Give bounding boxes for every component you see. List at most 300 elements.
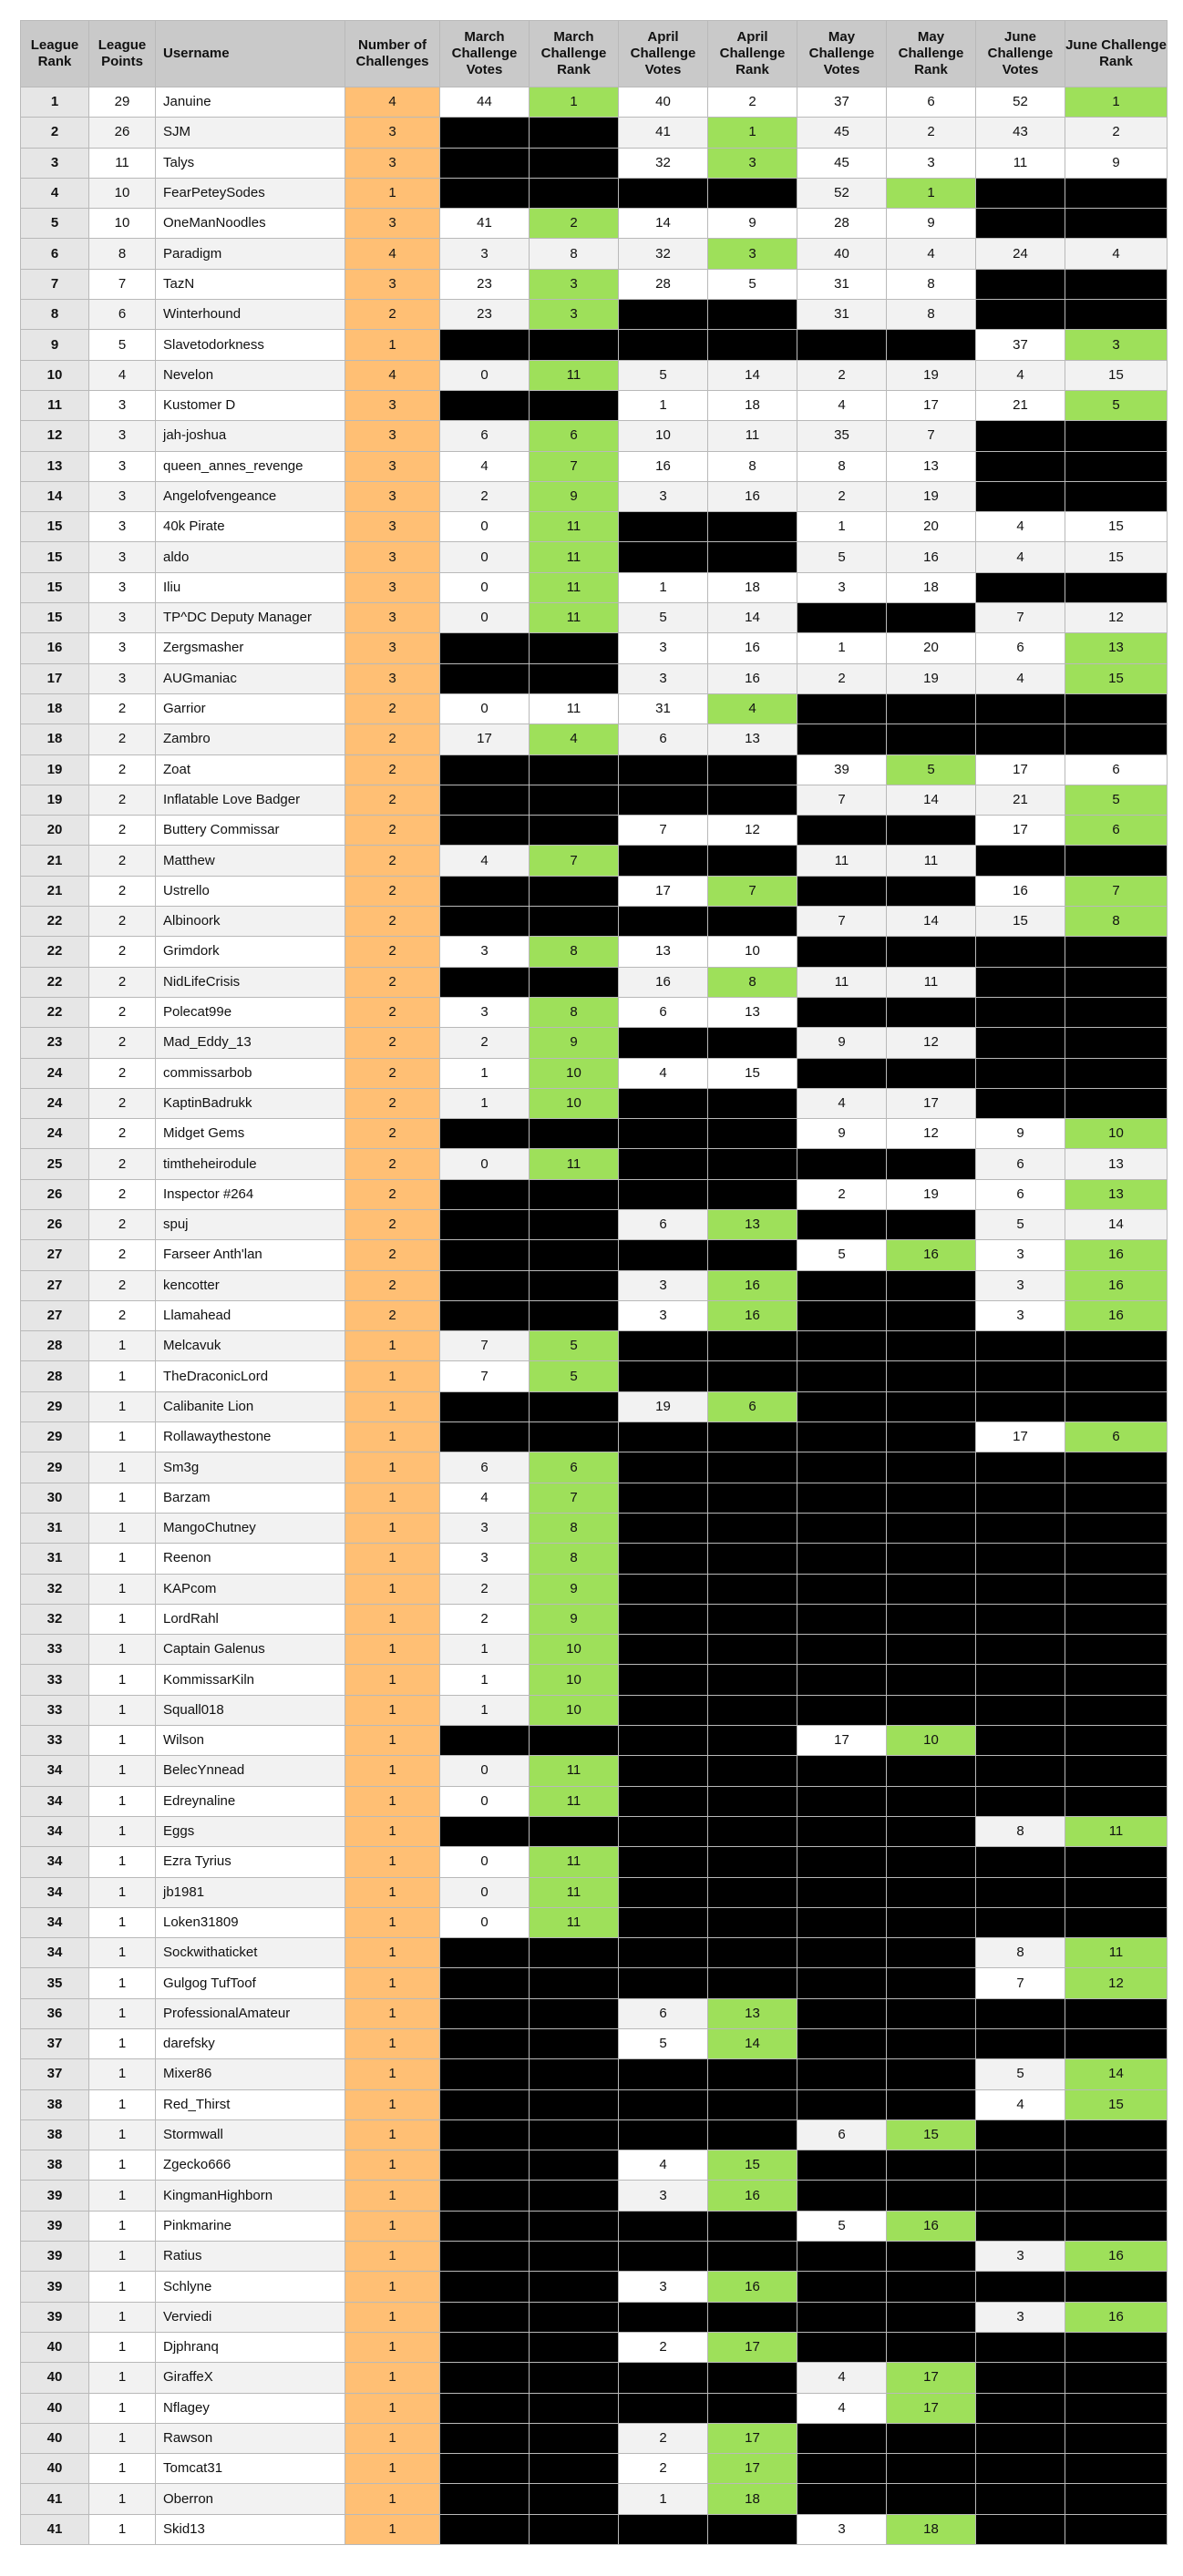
june-votes-empty-cell bbox=[976, 846, 1065, 876]
june-votes-empty-cell bbox=[976, 724, 1065, 754]
table-row bbox=[21, 907, 1168, 937]
username-cell: Garrior bbox=[156, 693, 345, 724]
march-votes-cell: 7 bbox=[440, 1331, 530, 1361]
may-rank-empty-cell bbox=[887, 603, 976, 633]
table-row bbox=[21, 1665, 1168, 1695]
table-row bbox=[21, 390, 1168, 420]
number-of-challenges-cell: 2 bbox=[345, 1209, 440, 1239]
june-votes-empty-cell bbox=[976, 421, 1065, 451]
april-votes-cell: 16 bbox=[619, 451, 708, 481]
may-rank-empty-cell bbox=[887, 1635, 976, 1665]
league-rank-cell: 15 bbox=[21, 603, 89, 633]
number-of-challenges-cell: 1 bbox=[345, 2059, 440, 2089]
may-votes-empty-cell bbox=[797, 2029, 887, 2059]
april-rank-cell: 11 bbox=[708, 421, 797, 451]
april-votes-empty-cell bbox=[619, 1179, 708, 1209]
may-rank-empty-cell bbox=[887, 2302, 976, 2332]
june-rank-empty-cell bbox=[1065, 1574, 1168, 1604]
march-votes-empty-cell bbox=[440, 1391, 530, 1421]
league-rank-cell: 27 bbox=[21, 1240, 89, 1270]
april-votes-cell: 1 bbox=[619, 572, 708, 602]
number-of-challenges-cell: 3 bbox=[345, 542, 440, 572]
may-votes-cell: 7 bbox=[797, 785, 887, 815]
league-points-cell: 1 bbox=[89, 1756, 156, 1786]
march-votes-empty-cell bbox=[440, 876, 530, 906]
may-votes-empty-cell bbox=[797, 1998, 887, 2028]
march-votes-empty-cell bbox=[440, 178, 530, 208]
june-votes-empty-cell bbox=[976, 2181, 1065, 2211]
league-points-cell: 11 bbox=[89, 148, 156, 178]
june-rank-empty-cell bbox=[1065, 1452, 1168, 1483]
may-votes-empty-cell bbox=[797, 1300, 887, 1330]
april-rank-empty-cell bbox=[708, 2242, 797, 2272]
june-rank-cell: 8 bbox=[1065, 907, 1168, 937]
april-rank-empty-cell bbox=[708, 2393, 797, 2423]
june-rank-cell: 6 bbox=[1065, 754, 1168, 785]
username-cell: Edreynaline bbox=[156, 1786, 345, 1816]
march-votes-cell: 1 bbox=[440, 1695, 530, 1725]
april-rank-empty-cell bbox=[708, 785, 797, 815]
league-rank-cell: 4 bbox=[21, 178, 89, 208]
username-cell: Matthew bbox=[156, 846, 345, 876]
june-rank-cell: 6 bbox=[1065, 1422, 1168, 1452]
number-of-challenges-cell: 1 bbox=[345, 330, 440, 360]
may-votes-cell: 4 bbox=[797, 2363, 887, 2393]
may-rank-cell: 1 bbox=[887, 178, 976, 208]
march-rank-empty-cell bbox=[530, 2181, 619, 2211]
april-rank-cell: 16 bbox=[708, 633, 797, 663]
number-of-challenges-cell: 3 bbox=[345, 148, 440, 178]
may-votes-empty-cell bbox=[797, 1544, 887, 1574]
may-rank-cell: 13 bbox=[887, 451, 976, 481]
username-cell: BelecYnnead bbox=[156, 1756, 345, 1786]
may-rank-empty-cell bbox=[887, 1604, 976, 1634]
march-rank-cell: 11 bbox=[530, 1786, 619, 1816]
number-of-challenges-cell: 1 bbox=[345, 2423, 440, 2453]
june-rank-cell: 15 bbox=[1065, 512, 1168, 542]
june-rank-empty-cell bbox=[1065, 1665, 1168, 1695]
league-points-cell: 1 bbox=[89, 1786, 156, 1816]
number-of-challenges-cell: 2 bbox=[345, 785, 440, 815]
league-rank-cell: 17 bbox=[21, 663, 89, 693]
april-rank-empty-cell bbox=[708, 1483, 797, 1513]
june-rank-empty-cell bbox=[1065, 937, 1168, 967]
june-votes-empty-cell bbox=[976, 269, 1065, 299]
league-rank-cell: 40 bbox=[21, 2332, 89, 2362]
username-cell: Paradigm bbox=[156, 239, 345, 269]
league-points-cell: 6 bbox=[89, 300, 156, 330]
april-votes-cell: 28 bbox=[619, 269, 708, 299]
april-votes-cell: 13 bbox=[619, 937, 708, 967]
table-row bbox=[21, 269, 1168, 299]
may-rank-cell: 6 bbox=[887, 87, 976, 118]
may-votes-cell: 4 bbox=[797, 1088, 887, 1118]
march-rank-cell: 11 bbox=[530, 1877, 619, 1907]
username-cell: Inflatable Love Badger bbox=[156, 785, 345, 815]
march-rank-empty-cell bbox=[530, 754, 619, 785]
april-votes-empty-cell bbox=[619, 542, 708, 572]
may-rank-empty-cell bbox=[887, 1544, 976, 1574]
username-cell: MangoChutney bbox=[156, 1513, 345, 1543]
april-rank-cell: 9 bbox=[708, 209, 797, 239]
march-votes-empty-cell bbox=[440, 1270, 530, 1300]
march-rank-cell: 11 bbox=[530, 693, 619, 724]
june-votes-cell: 24 bbox=[976, 239, 1065, 269]
march-rank-empty-cell bbox=[530, 2089, 619, 2119]
june-votes-empty-cell bbox=[976, 1877, 1065, 1907]
june-rank-empty-cell bbox=[1065, 1391, 1168, 1421]
username-cell: jah-joshua bbox=[156, 421, 345, 451]
number-of-challenges-cell: 1 bbox=[345, 1816, 440, 1846]
march-votes-empty-cell bbox=[440, 907, 530, 937]
may-rank-empty-cell bbox=[887, 1695, 976, 1725]
march-rank-empty-cell bbox=[530, 2423, 619, 2453]
march-rank-empty-cell bbox=[530, 330, 619, 360]
march-rank-empty-cell bbox=[530, 118, 619, 148]
table-row bbox=[21, 876, 1168, 906]
table-row bbox=[21, 1544, 1168, 1574]
april-votes-empty-cell bbox=[619, 2119, 708, 2150]
league-rank-cell: 8 bbox=[21, 300, 89, 330]
username-cell: Rollawaythestone bbox=[156, 1422, 345, 1452]
june-votes-cell: 3 bbox=[976, 1240, 1065, 1270]
number-of-challenges-cell: 1 bbox=[345, 1786, 440, 1816]
may-rank-cell: 17 bbox=[887, 390, 976, 420]
march-votes-cell: 7 bbox=[440, 1361, 530, 1391]
league-points-cell: 2 bbox=[89, 1179, 156, 1209]
username-cell: Angelofvengeance bbox=[156, 481, 345, 511]
table-row bbox=[21, 1726, 1168, 1756]
april-votes-empty-cell bbox=[619, 1877, 708, 1907]
april-rank-cell: 18 bbox=[708, 2484, 797, 2514]
number-of-challenges-cell: 1 bbox=[345, 2514, 440, 2544]
april-rank-cell: 13 bbox=[708, 1998, 797, 2028]
april-votes-empty-cell bbox=[619, 2242, 708, 2272]
march-rank-empty-cell bbox=[530, 2059, 619, 2089]
league-rank-cell: 33 bbox=[21, 1695, 89, 1725]
league-rank-cell: 40 bbox=[21, 2393, 89, 2423]
march-votes-empty-cell bbox=[440, 1240, 530, 1270]
june-votes-empty-cell bbox=[976, 1544, 1065, 1574]
june-rank-empty-cell bbox=[1065, 1786, 1168, 1816]
march-votes-cell: 4 bbox=[440, 451, 530, 481]
username-cell: Winterhound bbox=[156, 300, 345, 330]
may-votes-empty-cell bbox=[797, 603, 887, 633]
june-votes-empty-cell bbox=[976, 572, 1065, 602]
league-points-cell: 2 bbox=[89, 1300, 156, 1330]
col-header-june-rank: June Challenge Rank bbox=[1065, 21, 1168, 87]
username-cell: NidLifeCrisis bbox=[156, 967, 345, 997]
league-rank-cell: 40 bbox=[21, 2423, 89, 2453]
march-rank-empty-cell bbox=[530, 907, 619, 937]
number-of-challenges-cell: 1 bbox=[345, 2029, 440, 2059]
league-rank-cell: 39 bbox=[21, 2211, 89, 2241]
june-votes-empty-cell bbox=[976, 2029, 1065, 2059]
may-rank-empty-cell bbox=[887, 1483, 976, 1513]
march-votes-empty-cell bbox=[440, 2029, 530, 2059]
league-points-cell: 3 bbox=[89, 633, 156, 663]
june-rank-cell: 11 bbox=[1065, 1816, 1168, 1846]
june-rank-cell: 4 bbox=[1065, 239, 1168, 269]
league-rank-cell: 34 bbox=[21, 1756, 89, 1786]
table-row bbox=[21, 1209, 1168, 1239]
march-rank-empty-cell bbox=[530, 1938, 619, 1968]
april-votes-cell: 32 bbox=[619, 239, 708, 269]
number-of-challenges-cell: 1 bbox=[345, 2272, 440, 2302]
table-row bbox=[21, 1119, 1168, 1149]
league-standings-table bbox=[20, 20, 1168, 2545]
number-of-challenges-cell: 1 bbox=[345, 2332, 440, 2362]
april-rank-empty-cell bbox=[708, 846, 797, 876]
league-points-cell: 2 bbox=[89, 724, 156, 754]
march-votes-cell: 0 bbox=[440, 512, 530, 542]
username-cell: Rawson bbox=[156, 2423, 345, 2453]
april-rank-empty-cell bbox=[708, 1361, 797, 1391]
may-rank-empty-cell bbox=[887, 876, 976, 906]
may-votes-cell: 8 bbox=[797, 451, 887, 481]
table-row bbox=[21, 1998, 1168, 2028]
may-votes-empty-cell bbox=[797, 1968, 887, 1998]
username-cell: KommissarKiln bbox=[156, 1665, 345, 1695]
league-rank-cell: 13 bbox=[21, 451, 89, 481]
username-cell: Barzam bbox=[156, 1483, 345, 1513]
june-votes-empty-cell bbox=[976, 967, 1065, 997]
table-row bbox=[21, 1240, 1168, 1270]
username-cell: Ustrello bbox=[156, 876, 345, 906]
april-votes-empty-cell bbox=[619, 1422, 708, 1452]
may-votes-empty-cell bbox=[797, 1665, 887, 1695]
league-points-cell: 1 bbox=[89, 1665, 156, 1695]
march-rank-empty-cell bbox=[530, 1726, 619, 1756]
march-votes-cell: 2 bbox=[440, 1604, 530, 1634]
league-points-cell: 1 bbox=[89, 1938, 156, 1968]
april-rank-cell: 7 bbox=[708, 876, 797, 906]
league-points-cell: 1 bbox=[89, 1544, 156, 1574]
table-row bbox=[21, 846, 1168, 876]
number-of-challenges-cell: 1 bbox=[345, 1726, 440, 1756]
june-rank-cell: 13 bbox=[1065, 1179, 1168, 1209]
league-rank-cell: 40 bbox=[21, 2363, 89, 2393]
username-cell: Grimdork bbox=[156, 937, 345, 967]
league-rank-cell: 22 bbox=[21, 937, 89, 967]
april-rank-cell: 13 bbox=[708, 724, 797, 754]
march-rank-cell: 11 bbox=[530, 1847, 619, 1877]
table-row bbox=[21, 1179, 1168, 1209]
june-rank-cell: 3 bbox=[1065, 330, 1168, 360]
march-rank-cell: 9 bbox=[530, 1574, 619, 1604]
may-rank-empty-cell bbox=[887, 2029, 976, 2059]
league-points-cell: 1 bbox=[89, 2454, 156, 2484]
table-row bbox=[21, 693, 1168, 724]
league-rank-cell: 24 bbox=[21, 1088, 89, 1118]
june-votes-empty-cell bbox=[976, 1452, 1065, 1483]
june-votes-cell: 52 bbox=[976, 87, 1065, 118]
june-rank-empty-cell bbox=[1065, 451, 1168, 481]
april-votes-cell: 6 bbox=[619, 1209, 708, 1239]
april-votes-cell: 41 bbox=[619, 118, 708, 148]
april-rank-cell: 8 bbox=[708, 967, 797, 997]
june-rank-empty-cell bbox=[1065, 846, 1168, 876]
number-of-challenges-cell: 1 bbox=[345, 2393, 440, 2423]
number-of-challenges-cell: 2 bbox=[345, 754, 440, 785]
march-votes-empty-cell bbox=[440, 1726, 530, 1756]
march-votes-empty-cell bbox=[440, 967, 530, 997]
april-rank-cell: 18 bbox=[708, 390, 797, 420]
april-votes-empty-cell bbox=[619, 2302, 708, 2332]
april-rank-empty-cell bbox=[708, 2211, 797, 2241]
april-rank-cell: 17 bbox=[708, 2454, 797, 2484]
league-points-cell: 2 bbox=[89, 846, 156, 876]
league-rank-cell: 21 bbox=[21, 846, 89, 876]
june-votes-empty-cell bbox=[976, 1726, 1065, 1756]
table-row bbox=[21, 148, 1168, 178]
league-rank-cell: 21 bbox=[21, 876, 89, 906]
table-row bbox=[21, 2272, 1168, 2302]
col-header-league-points: League Points bbox=[89, 21, 156, 87]
table-row bbox=[21, 1483, 1168, 1513]
june-rank-empty-cell bbox=[1065, 967, 1168, 997]
march-rank-empty-cell bbox=[530, 633, 619, 663]
number-of-challenges-cell: 1 bbox=[345, 2150, 440, 2181]
username-cell: TP^DC Deputy Manager bbox=[156, 603, 345, 633]
april-votes-cell: 2 bbox=[619, 2423, 708, 2453]
march-rank-cell: 11 bbox=[530, 1149, 619, 1179]
april-votes-cell: 16 bbox=[619, 967, 708, 997]
june-votes-cell: 7 bbox=[976, 1968, 1065, 1998]
may-votes-empty-cell bbox=[797, 2332, 887, 2362]
may-votes-cell: 31 bbox=[797, 269, 887, 299]
may-rank-cell: 17 bbox=[887, 2393, 976, 2423]
june-votes-cell: 4 bbox=[976, 512, 1065, 542]
may-votes-cell: 2 bbox=[797, 360, 887, 390]
may-rank-empty-cell bbox=[887, 1756, 976, 1786]
number-of-challenges-cell: 1 bbox=[345, 1331, 440, 1361]
table-row bbox=[21, 754, 1168, 785]
may-rank-empty-cell bbox=[887, 1149, 976, 1179]
june-votes-empty-cell bbox=[976, 1786, 1065, 1816]
username-cell: Loken31809 bbox=[156, 1907, 345, 1937]
number-of-challenges-cell: 2 bbox=[345, 1028, 440, 1058]
may-votes-empty-cell bbox=[797, 1331, 887, 1361]
march-rank-empty-cell bbox=[530, 2119, 619, 2150]
june-votes-cell: 6 bbox=[976, 633, 1065, 663]
march-rank-empty-cell bbox=[530, 1998, 619, 2028]
june-votes-cell: 8 bbox=[976, 1938, 1065, 1968]
table-body bbox=[21, 87, 1168, 2545]
col-header-march-votes: March Challenge Votes bbox=[440, 21, 530, 87]
june-votes-empty-cell bbox=[976, 1513, 1065, 1543]
april-votes-cell: 3 bbox=[619, 2181, 708, 2211]
league-rank-cell: 34 bbox=[21, 1877, 89, 1907]
username-cell: spuj bbox=[156, 1209, 345, 1239]
username-cell: Squall018 bbox=[156, 1695, 345, 1725]
may-rank-empty-cell bbox=[887, 1300, 976, 1330]
may-votes-cell: 5 bbox=[797, 1240, 887, 1270]
march-votes-empty-cell bbox=[440, 2089, 530, 2119]
march-rank-cell: 2 bbox=[530, 209, 619, 239]
username-cell: Oberron bbox=[156, 2484, 345, 2514]
june-rank-empty-cell bbox=[1065, 2393, 1168, 2423]
march-rank-empty-cell bbox=[530, 1816, 619, 1846]
may-rank-empty-cell bbox=[887, 2484, 976, 2514]
march-rank-empty-cell bbox=[530, 1968, 619, 1998]
april-votes-empty-cell bbox=[619, 2059, 708, 2089]
may-votes-empty-cell bbox=[797, 1816, 887, 1846]
username-cell: Polecat99e bbox=[156, 997, 345, 1027]
number-of-challenges-cell: 1 bbox=[345, 1907, 440, 1937]
april-rank-empty-cell bbox=[708, 2089, 797, 2119]
league-rank-cell: 2 bbox=[21, 118, 89, 148]
table-row bbox=[21, 997, 1168, 1027]
league-points-cell: 2 bbox=[89, 907, 156, 937]
league-points-cell: 10 bbox=[89, 178, 156, 208]
username-cell: Ezra Tyrius bbox=[156, 1847, 345, 1877]
may-rank-cell: 12 bbox=[887, 1119, 976, 1149]
may-rank-empty-cell bbox=[887, 1574, 976, 1604]
number-of-challenges-cell: 3 bbox=[345, 209, 440, 239]
june-votes-empty-cell bbox=[976, 1483, 1065, 1513]
league-rank-cell: 20 bbox=[21, 816, 89, 846]
april-votes-cell: 2 bbox=[619, 2332, 708, 2362]
april-rank-empty-cell bbox=[708, 1907, 797, 1937]
table-row bbox=[21, 1786, 1168, 1816]
username-cell: KAPcom bbox=[156, 1574, 345, 1604]
league-rank-cell: 29 bbox=[21, 1391, 89, 1421]
username-cell: Zoat bbox=[156, 754, 345, 785]
april-rank-empty-cell bbox=[708, 2119, 797, 2150]
number-of-challenges-cell: 4 bbox=[345, 360, 440, 390]
may-rank-empty-cell bbox=[887, 2089, 976, 2119]
username-cell: queen_annes_revenge bbox=[156, 451, 345, 481]
june-votes-empty-cell bbox=[976, 997, 1065, 1027]
april-rank-empty-cell bbox=[708, 1119, 797, 1149]
march-rank-empty-cell bbox=[530, 2514, 619, 2544]
april-rank-empty-cell bbox=[708, 1756, 797, 1786]
june-rank-cell: 2 bbox=[1065, 118, 1168, 148]
may-votes-empty-cell bbox=[797, 1483, 887, 1513]
june-rank-empty-cell bbox=[1065, 209, 1168, 239]
june-votes-empty-cell bbox=[976, 1907, 1065, 1937]
may-rank-cell: 2 bbox=[887, 118, 976, 148]
may-rank-cell: 8 bbox=[887, 269, 976, 299]
april-rank-empty-cell bbox=[708, 178, 797, 208]
june-votes-cell: 3 bbox=[976, 1300, 1065, 1330]
league-rank-cell: 22 bbox=[21, 907, 89, 937]
col-header-april-rank: April Challenge Rank bbox=[708, 21, 797, 87]
league-rank-cell: 41 bbox=[21, 2484, 89, 2514]
number-of-challenges-cell: 3 bbox=[345, 603, 440, 633]
march-rank-cell: 5 bbox=[530, 1331, 619, 1361]
league-points-cell: 2 bbox=[89, 937, 156, 967]
april-rank-cell: 14 bbox=[708, 603, 797, 633]
june-rank-cell: 1 bbox=[1065, 87, 1168, 118]
april-rank-cell: 16 bbox=[708, 481, 797, 511]
april-votes-empty-cell bbox=[619, 1149, 708, 1179]
may-rank-cell: 14 bbox=[887, 907, 976, 937]
march-votes-cell: 17 bbox=[440, 724, 530, 754]
june-votes-cell: 3 bbox=[976, 2302, 1065, 2332]
march-rank-cell: 11 bbox=[530, 1756, 619, 1786]
username-cell: Sockwithaticket bbox=[156, 1938, 345, 1968]
may-votes-empty-cell bbox=[797, 2423, 887, 2453]
league-rank-cell: 38 bbox=[21, 2150, 89, 2181]
number-of-challenges-cell: 1 bbox=[345, 1422, 440, 1452]
number-of-challenges-cell: 4 bbox=[345, 239, 440, 269]
may-votes-empty-cell bbox=[797, 1058, 887, 1088]
may-votes-empty-cell bbox=[797, 693, 887, 724]
username-cell: Captain Galenus bbox=[156, 1635, 345, 1665]
table-row bbox=[21, 1422, 1168, 1452]
